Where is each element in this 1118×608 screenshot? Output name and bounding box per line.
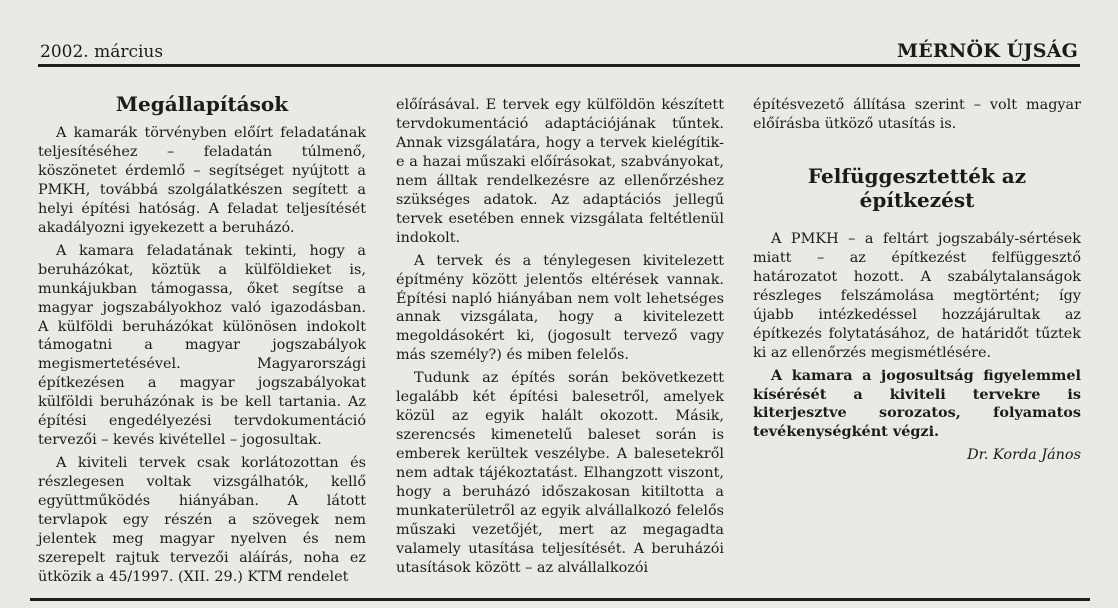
paragraph-2: A kamara feladatának tekinti, hogy a beruházókat, köztük a külföldieket is, munkájukban támogassa, őket segítse a magyar jogszabályokhoz való igazodásban. A külföldi beruházókat különösen indokolt támogatni a magyar jogszabályok megismertetésével. Magyarországi építkezésen a magyar jogszabályokat külföldi beruházónak is be kell tartania. Az építési engedélyezési tervdokumentáció tervezői – kevés kivétellel – jogosultak. bbox=[38, 242, 366, 449]
column-1 bbox=[38, 92, 366, 587]
paragraph-5: Tudunk az építés során bekövetkezett legalább két építési balesetről, amelyek közül az egyik halált okozott. Másik, szerencsés kimenetelű baleset során is emberek kerültek veszélybe. A balesetekről nem adtak tájékoztatást. Elhangzott viszont, hogy a beruházó időszakosan kitiltotta a munkaterületről az egyik alvállalkozó felelős műszaki vezetőjét, mert az megagadta valamely utasítása teljesítését. A beruházói utasítások között – az alvállalkozói bbox=[396, 370, 724, 576]
column-3 bbox=[753, 96, 1081, 465]
paragraph-continued: építésvezető állítása szerint – volt magyar előírásba ütköző utasítás is. bbox=[753, 97, 1081, 132]
section-title-felfuggesztes: Felfüggesztették az építkezést bbox=[807, 163, 1027, 212]
paragraph-7: A kamara a jogosultság figyelemmel kísérését a kiviteli tervekre is kiterjesztve sorozatos, folyamatos tevékenységként végzi. bbox=[753, 366, 1081, 441]
paragraph-1: A kamarák törvényben előírt feladatának teljesítéséhez – feladatán túlmenő, köszönetet érdemlő – segítséget nyújtott a PMKH, továbbá szolgálatkészen segített a helyi építési hatóság. A feladat teljesítését akadályozni igyekezett a beruházó. bbox=[38, 125, 366, 236]
paragraph-continued: előírásával. E tervek egy külföldön készített tervdokumentáció adaptációjának tűntek. Annak vizsgálatára, hogy a tervek kielégítik-e a hazai műszaki előírásokat, szabványokat, nem álltak rendelkezésre az ellenőrzéshez szükséges adatok. Az adaptációs jellegű tervek esetében ennek vizsgálata feltétlenül indokolt. bbox=[396, 97, 724, 246]
issue-date: 2002. március bbox=[40, 42, 164, 62]
paragraph-4: A tervek és a ténylegesen kivitelezett építmény között jelentős eltérések vannak. Építési napló hiányában nem volt lehetséges annak vizsgálata, hogy a kivitelezett megoldásokért ki, (jogosult tervező vagy más személy?) és miben felelős. bbox=[396, 252, 724, 364]
paragraph-3: A kiviteli tervek csak korlátozottan és részlegesen voltak vizsgálhatók, kellő együttműködés hiányában. A látott tervlapok egy részén a szövegek nem jelentek meg magyar nyelven és nem szerepelt rajtuk tervezői aláírás, noha ez ütközik a 45/1997. (XII. 29.) KTM rendelet bbox=[38, 455, 366, 585]
header-rule bbox=[38, 64, 1080, 67]
section-title-megallapitasok: Megállapítások bbox=[115, 92, 289, 116]
paragraph-6: A PMKH – a feltárt jogszabály-sértések miatt – az építkezést felfüggesztő határozatot hozott. A szabálytalanságok részleges felszámolása megtörtént; így újabb intézkedéssel hozzájárultak az építkezés folytatásához, de határidőt tűztek ki az ellenőrzés megismétlésére. bbox=[753, 230, 1081, 361]
publication-name: MÉRNÖK ÚJSÁG bbox=[897, 40, 1078, 62]
bottom-rule bbox=[30, 598, 1090, 601]
author-signature: Dr. Korda János bbox=[967, 447, 1081, 464]
page-header bbox=[40, 32, 1078, 62]
column-2 bbox=[396, 96, 724, 578]
